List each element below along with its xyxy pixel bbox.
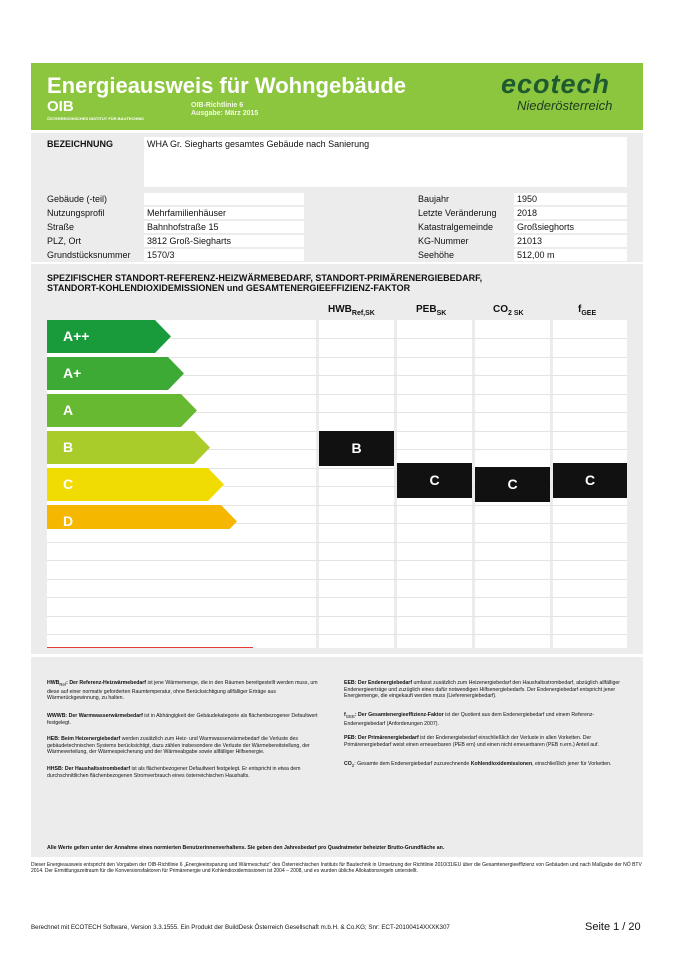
ecotech-logo: ecotech bbox=[501, 69, 611, 99]
disclaimer-text: Dieser Energieausweis entspricht den Vorgaben der OIB-Richtlinie 6 „Energieeinsparung und Wärmeschutz“ des Österreichischen Instituts für Bautechnik in Umsetzung der Richtlinie 2010/31/EU über die Gesamtenergieeffizienz von Gebäuden und nach Maßgabe der NÖ BTV 2014. Der Ermittlungszeitraum für die Konversionsfaktoren für Primärenergie und Kohlendioxidemissionen ist 2004 – 2008, und es wurden übliche Allokationsregeln unterstellt. bbox=[31, 862, 642, 875]
bezeichnung-value: WHA Gr. Siegharts gesamtes Gebäude nach Sanierung bbox=[147, 139, 370, 149]
label-baujahr: Baujahr bbox=[418, 194, 450, 204]
guideline-info bbox=[191, 102, 258, 118]
value-kg-nummer: 21013 bbox=[514, 235, 627, 247]
grid-line bbox=[47, 579, 627, 580]
label-seehoehe: Seehöhe bbox=[418, 250, 455, 260]
legend-hwb: $HWB_{Ref}$: Der Referenz-Heizwärmebedarf ist jene Wärmemenge, die in den Räumen bereitgestellt werden muss, um diese auf einer normativ geforderten Raumtemperatur, ohne Berücksichtigung allfälliger Erträge aus Wärmerückgewinnung, zu halten. bbox=[47, 680, 318, 702]
class-arrow-a-plus-plus: A++ bbox=[47, 320, 171, 353]
document-title: Energieausweis für Wohngebäude bbox=[47, 73, 406, 98]
footer-software-note: Berechnet mit ECOTECH Software, Version 3.3.1555. Ein Produkt der BuildDesk Österreich Gesellschaft m.b.H. & Co.KG; Snr: ECT-20100414XXXK307 bbox=[31, 924, 450, 931]
value-gebaeude-teil bbox=[144, 193, 304, 205]
legend-bottom-note: Alle Werte gelten unter der Annahme eines normierten Benutzerinnenverhaltens. Sie geben den Jahresbedarf pro Quadratmeter beheizter Brutto-Grundfläche an. bbox=[47, 845, 445, 851]
hwb-column bbox=[319, 320, 394, 648]
legend-wwwb: WWWB: Der Warmwasserwärmebedarf ist in Abhängigkeit der Gebäudekategorie als flächenbezogener Defaultwert festgelegt. bbox=[47, 713, 318, 726]
value-baujahr: 1950 bbox=[514, 193, 627, 205]
peb-rating-marker: C bbox=[397, 463, 472, 498]
label-strasse: Straße bbox=[47, 222, 75, 232]
bezeichnung-label: BEZEICHNUNG bbox=[47, 139, 114, 149]
label-gebaeude-teil: Gebäude (-teil) bbox=[47, 194, 108, 204]
legend-co2: $CO_2$: Gesamte dem Endenergiebedarf zuzurechnende Kohlendioxidemissionen, einschließlich jener für Vorketten. bbox=[344, 761, 612, 769]
label-plz-ort: PLZ, Ort bbox=[47, 236, 82, 246]
energy-rating-section bbox=[31, 264, 643, 654]
guideline-edition: Ausgabe: März 2015 bbox=[191, 110, 259, 117]
class-arrow-d: D bbox=[47, 505, 237, 529]
class-arrow-a: A bbox=[47, 394, 197, 427]
fgee-rating-marker: C bbox=[553, 463, 627, 498]
label-katastralgemeinde: Katastralgemeinde bbox=[418, 222, 494, 232]
header-banner bbox=[31, 63, 643, 130]
grid-line bbox=[47, 542, 627, 543]
value-letzte-veraenderung: 2018 bbox=[514, 207, 627, 219]
hwb-rating-marker: B bbox=[319, 431, 394, 466]
grid-line bbox=[47, 616, 627, 617]
grid-line bbox=[47, 560, 627, 561]
legend-eeb: EEB: Der Endenergiebedarf umfasst zusätzlich zum Heizenergiebedarf den Haushaltsstrombedarf, abzüglich allfälliger Endenergieerträge und zuzüglich eines dafür notwendigen Hilfsenergiebedarfs. Der Endenergiebedarf entspricht jener Energiemenge, die eingekauft werden muss (Lieferenergiebedarf). bbox=[344, 680, 620, 699]
co2-rating-marker: C bbox=[475, 467, 550, 502]
legend-fgee: $f_{GEE}$: Der Gesamtenergieeffizienz-Faktor ist der Quotient aus dem Endenergiebedarf und einem Referenz-Endenergiebedarf (Anforderungen 2007). bbox=[344, 712, 595, 727]
column-heading-co2: $CO_{2 SK}$ bbox=[493, 304, 524, 317]
value-strasse: Bahnhofstraße 15 bbox=[144, 221, 304, 233]
class-arrow-b: B bbox=[47, 431, 210, 464]
label-nutzungsprofil: Nutzungsprofil bbox=[47, 208, 105, 218]
scale-divider-line bbox=[47, 647, 253, 648]
ecotech-logo-region: Niederösterreich bbox=[517, 98, 613, 113]
energy-section-title bbox=[47, 273, 627, 293]
page-number: Seite 1 / 20 bbox=[585, 921, 641, 933]
legend-heb: HEB: Beim Heizenergiebedarf werden zusätzlich zum Heiz- und Warmwasserwärmebedarf die Verluste des gebäudetechnischen Systems berücksichtigt, dazu zählen insbesondere die Verluste der Wärmebereitstellung, der Wärmeverteilung, der Wärmespeicherung und der Wärmeabgabe sowie allfälliger Hilfsenergie. bbox=[47, 736, 310, 755]
oib-logo-text: OIB bbox=[47, 98, 74, 115]
legend-peb: PEB: Der Primärenergiebedarf ist der Endenergiebedarf einschließlich der Verluste in allen Vorketten. Der Primärenergiebedarf weist einen erneuerbaren (PEB ern) und einen nicht erneuerbaren (PEB n.ern.) Anteil auf. bbox=[344, 735, 599, 748]
value-seehoehe: 512,00 m bbox=[514, 249, 627, 261]
value-plz-ort: 3812 Groß-Siegharts bbox=[144, 235, 304, 247]
legend-section bbox=[31, 657, 643, 857]
value-grundstuecksnummer: 1570/3 bbox=[144, 249, 304, 261]
value-nutzungsprofil: Mehrfamilienhäuser bbox=[144, 207, 304, 219]
column-heading-peb: $PEB_{SK}$ bbox=[416, 304, 447, 317]
class-arrow-c: C bbox=[47, 468, 224, 501]
grid-line bbox=[47, 597, 627, 598]
oib-full-name: ÖSTERREICHISCHES INSTITUT FÜR BAUTECHNIK bbox=[47, 116, 145, 121]
label-grundstuecksnummer: Grundstücksnummer bbox=[47, 250, 131, 260]
legend-hhsb: HHSB: Der Haushaltsstrombedarf ist als flächenbezogener Defaultwert festgelegt. Er entspricht in etwa dem durchschnittlichen flächenbezogenen Stromverbrauch eines österreichischen Haushalts. bbox=[47, 766, 301, 779]
building-info-section bbox=[31, 133, 643, 262]
bezeichnung-value-box bbox=[144, 137, 627, 187]
label-kg-nummer: KG-Nummer bbox=[418, 236, 469, 246]
class-arrow-a-plus: A+ bbox=[47, 357, 184, 390]
energy-title-line2: STANDORT-KOHLENDIOXIDEMISSIONEN und GESAMTENERGIEEFFIZIENZ-FAKTOR bbox=[47, 283, 411, 293]
grid-line bbox=[47, 634, 627, 635]
label-letzte-veraenderung: Letzte Veränderung bbox=[418, 208, 497, 218]
value-katastralgemeinde: Großsieghorts bbox=[514, 221, 627, 233]
column-heading-fgee: $f_{GEE}$ bbox=[578, 304, 597, 317]
guideline-name: OIB-Richtlinie 6 bbox=[191, 102, 244, 109]
column-heading-hwb: $HWB_{Ref,SK}$ bbox=[328, 304, 375, 317]
energy-title-line1: SPEZIFISCHER STANDORT-REFERENZ-HEIZWÄRMEBEDARF, STANDORT-PRIMÄRENERGIEBEDARF, bbox=[47, 273, 483, 283]
